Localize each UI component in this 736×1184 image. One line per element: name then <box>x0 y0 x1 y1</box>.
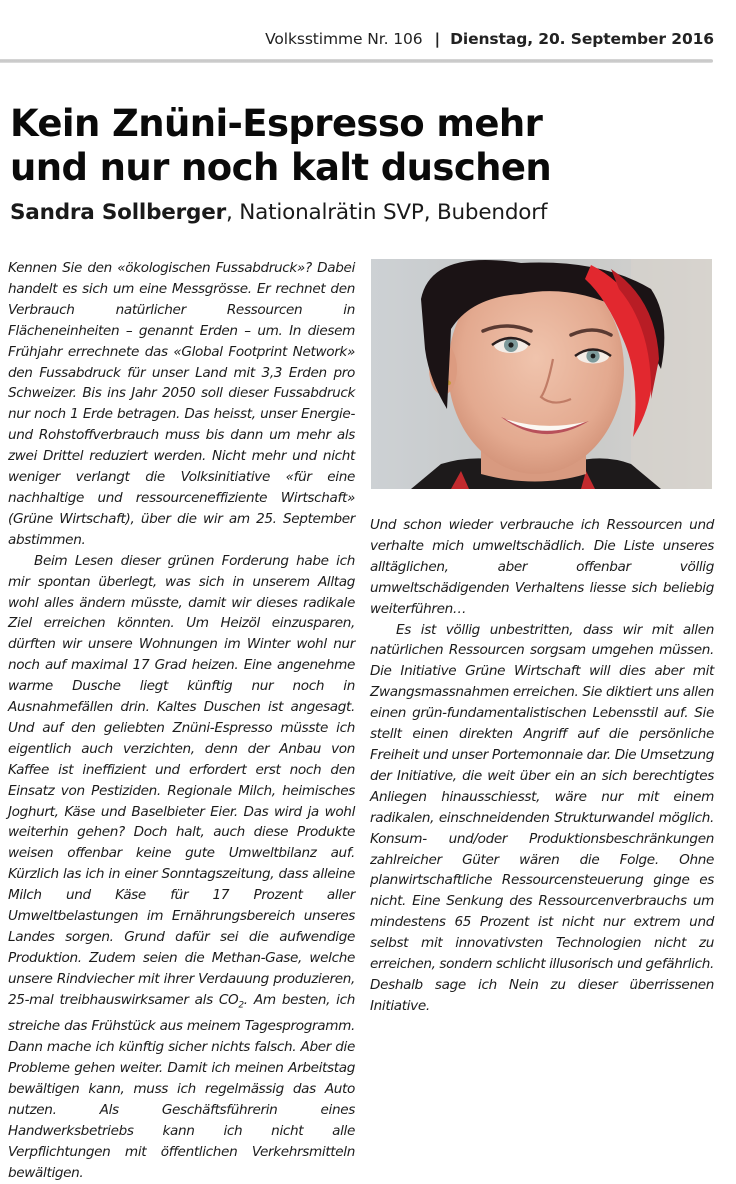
paragraph-text-cont: . Am besten, ich streiche das Frühstück aus meinem Tagesprogramm. Dann mache ich künftig sicher nichts falsch. Aber die Probleme gehen weiter. Damit ich meinen Arbeitstag bewältigen kann, muss ich regelmässig das Auto nutzen. Als Geschäftsführerin eines Handwerksbetriebs kann ich nicht alle Verpflichtungen mit öffentlichen Verkehrsmitteln bewältigen. <box>8 991 355 1181</box>
paragraph-intro: Kennen Sie den «ökologischen Fussabdruck»? Dabei handelt es sich um eine Messgrösse. Er rechnet den Verbrauch natürlicher Ressourcen in Flächeneinheiten – genannt Erden – um. In diesem Frühjahr errechnete das «Global Footprint Network» den Fussabdruck für unser Land mit 3,3 Erden pro Schweizer. Bis ins Jahr 2050 soll dieser Fussabdruck nur noch 1 Erde betragen. Das heisst, unser Energie- und Rohstoffverbrauch muss bis dann um mehr als zwei Drittel reduziert werden. Nicht mehr und nicht weniger verlangt die Volksinitiative «für eine nachhaltige und ressourceneffiziente Wirtschaft» (Grüne Wirtschaft), über die wir am 25. September abstimmen. <box>8 260 355 548</box>
masthead-separator: | <box>434 30 441 48</box>
byline <box>10 200 547 225</box>
article-headline <box>10 102 551 190</box>
header-divider <box>0 59 713 63</box>
paragraph-text: Beim Lesen dieser grünen Forderung habe ich mir spontan überlegt, was sich in unserem Alltag wohl alles ändern müsste, damit wir dieses radikale Ziel erreichen könnten. Um Heizöl einzusparen, dürften wir unsere Wohnungen im Winter wohl nur noch auf maximal 17 Grad heizen. Eine angenehme warme Dusche liegt künftig nur noch in Ausnahmefällen drin. Kaltes Duschen ist angesagt. Und auf den geliebten Znüni-Espresso müsste ich eigentlich auch verzichten, denn der Anbau von Kaffee ist ineffizient und erfordert erst noch den Einsatz von Pestiziden. Regionale Milch, heimisches Joghurt, Käse und Baselbieter Eier. Das wird ja wohl weiterhin gehen? Doch halt, auch diese Produkte weisen offenbar keine gute Umweltbilanz auf. Kürzlich las ich in einer Sonntagszeitung, dass alleine Milch und Käse für 17 Prozent aller Umweltbelastungen im Ernährungsbereich unseres Landes sorgen. Grund dafür sei die aufwendige Produktion. Zudem seien die Methan-Gase, welche unsere Rindviecher mit ihrer Verdauung produzieren, 25-mal treibhauswirksamer als CO <box>8 552 355 1008</box>
article-column-right <box>370 515 714 1017</box>
article-column-left <box>8 258 355 1184</box>
masthead <box>265 30 714 48</box>
headline-line-2: und nur noch kalt duschen <box>10 146 552 189</box>
headline-line-1: Kein Znüni-Espresso mehr <box>10 102 543 145</box>
author-role: , Nationalrätin SVP, Bubendorf <box>226 200 548 225</box>
publication-name: Volksstimme Nr. 106 <box>265 30 423 48</box>
issue-date: Dienstag, 20. September 2016 <box>450 30 714 48</box>
subscript: 2 <box>238 1000 244 1011</box>
paragraph-conclusion: Es ist völlig unbestritten, dass wir mit allen natürlichen Ressourcen sorgsam umgehen müssen. Die Initiative Grüne Wirtschaft will dies aber mit Zwangsmassnahmen erreichen. Sie diktiert uns allen einen grün-fundamentalistischen Lebensstil auf. Sie stellt einen direkten Angriff auf die persönliche Freiheit und unser Portemonnaie dar. Die Umsetzung der Initiative, die weit über ein an sich berechtigtes Anliegen hinausschiesst, wäre nur mit einem radikalen, einschneidenden Strukturwandel möglich. Konsum- und/oder Produktionsbeschränkungen zahlreicher Güter wären die Folge. Ohne planwirtschaftliche Ressourcensteuerung ginge es nicht. Eine Senkung des Ressourcenverbrauchs um mindestens 65 Prozent ist nicht nur extrem und selbst mit innovativsten Technologien nicht zu erreichen, sondern schlicht illusorisch und gefährlich. Deshalb sage ich Nein zu dieser überrissenen Initiative. <box>370 621 714 1014</box>
paragraph-continuation: Und schon wieder verbrauche ich Ressourcen und verhalte mich umweltschädlich. Die Liste unseres alltäglichen, aber offenbar völlig umweltschädigenden Verhaltens liesse sich beliebig weiterführen… <box>370 517 714 617</box>
portrait-image <box>371 259 712 489</box>
author-name: Sandra Sollberger <box>10 200 227 225</box>
author-photo <box>371 259 712 489</box>
paragraph-everyday-life <box>8 551 355 1184</box>
